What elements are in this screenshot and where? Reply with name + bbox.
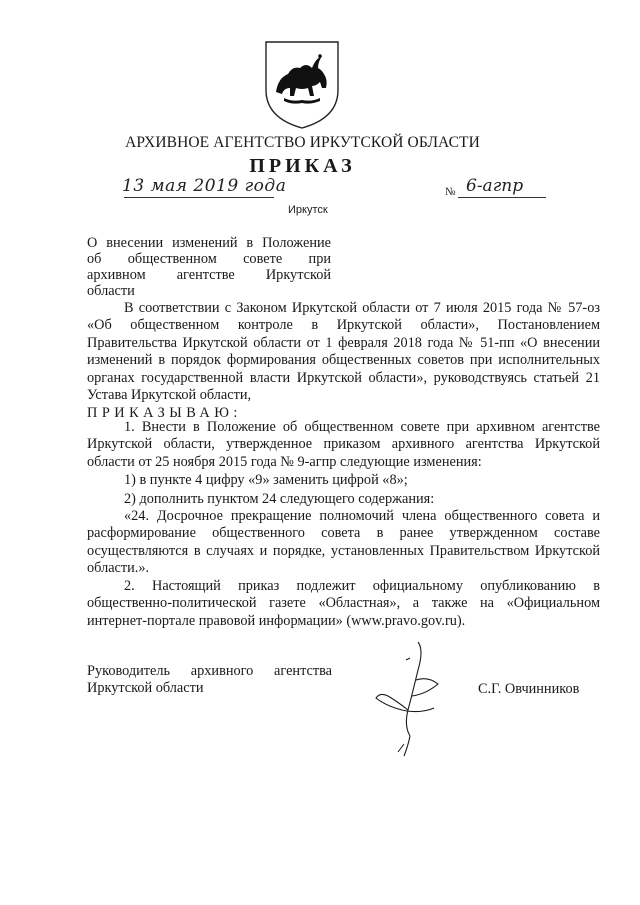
signatory-position [87,663,332,698]
item-1-paragraph: 1. Внести в Положение об общественном совете при архивном агентстве Иркутской области, утвержденное приказом архивного агентства Иркутской области от 25 ноября 2015 года № 9-агпр следующие изменения: [87,419,600,470]
date-underline [124,197,274,198]
handwritten-signature [368,640,478,760]
item-1-1-paragraph: 1) в пункте 4 цифру «9» заменить цифрой «8»; [124,472,408,488]
signatory-position-line: Руководитель архивного агентства [87,663,332,679]
subject-line: области [87,283,135,299]
item-24-paragraph: «24. Досрочное прекращение полномочий члена общественного совета и расформирование общественного совета в ранее утвержденном составе осуществляются в случаях и порядке, установленных Правительством Иркутской области.». [87,508,600,577]
item-2-paragraph: 2. Настоящий приказ подлежит официальному опубликованию в общественно-политической газете «Областная», а также на «Официальном интернет-портале правовой информации» (www.pravo.gov.ru). [87,578,600,629]
document-type: ПРИКАЗ [249,155,356,177]
coat-of-arms-emblem [262,38,342,130]
subject-line: О внесении изменений в Положение [87,235,331,251]
document-subject [87,235,331,299]
item-1-2-paragraph: 2) дополнить пунктом 24 следующего содержания: [124,491,435,507]
number-sign: № [445,186,456,198]
subject-line: об общественном совете при [87,251,331,267]
document-date: 13 мая 2019 года [122,176,287,196]
agency-name: АРХИВНОЕ АГЕНТСТВО ИРКУТСКОЙ ОБЛАСТИ [125,134,480,151]
preamble-paragraph: В соответствии с Законом Иркутской области от 7 июля 2015 года № 57-оз «Об общественном контроле в Иркутской области», Постановлением Правительства Иркутской области от 1 февраля 2018 года № 51-пп «О внесении изменений в порядок формирования общественных советов при исполнительных органах государственной власти Иркутской области», руководствуясь статьей 21 Устава Иркутской области, [87,300,600,404]
signatory-name: С.Г. Овчинников [478,681,580,697]
document-number: 6-агпр [466,176,524,196]
subject-line: архивном агентстве Иркутской [87,267,331,283]
city-name: Иркутск [288,204,328,216]
number-underline [458,197,546,198]
ordered-heading: ПРИКАЗЫВАЮ: [87,405,242,421]
signatory-position-line: Иркутской области [87,680,204,697]
